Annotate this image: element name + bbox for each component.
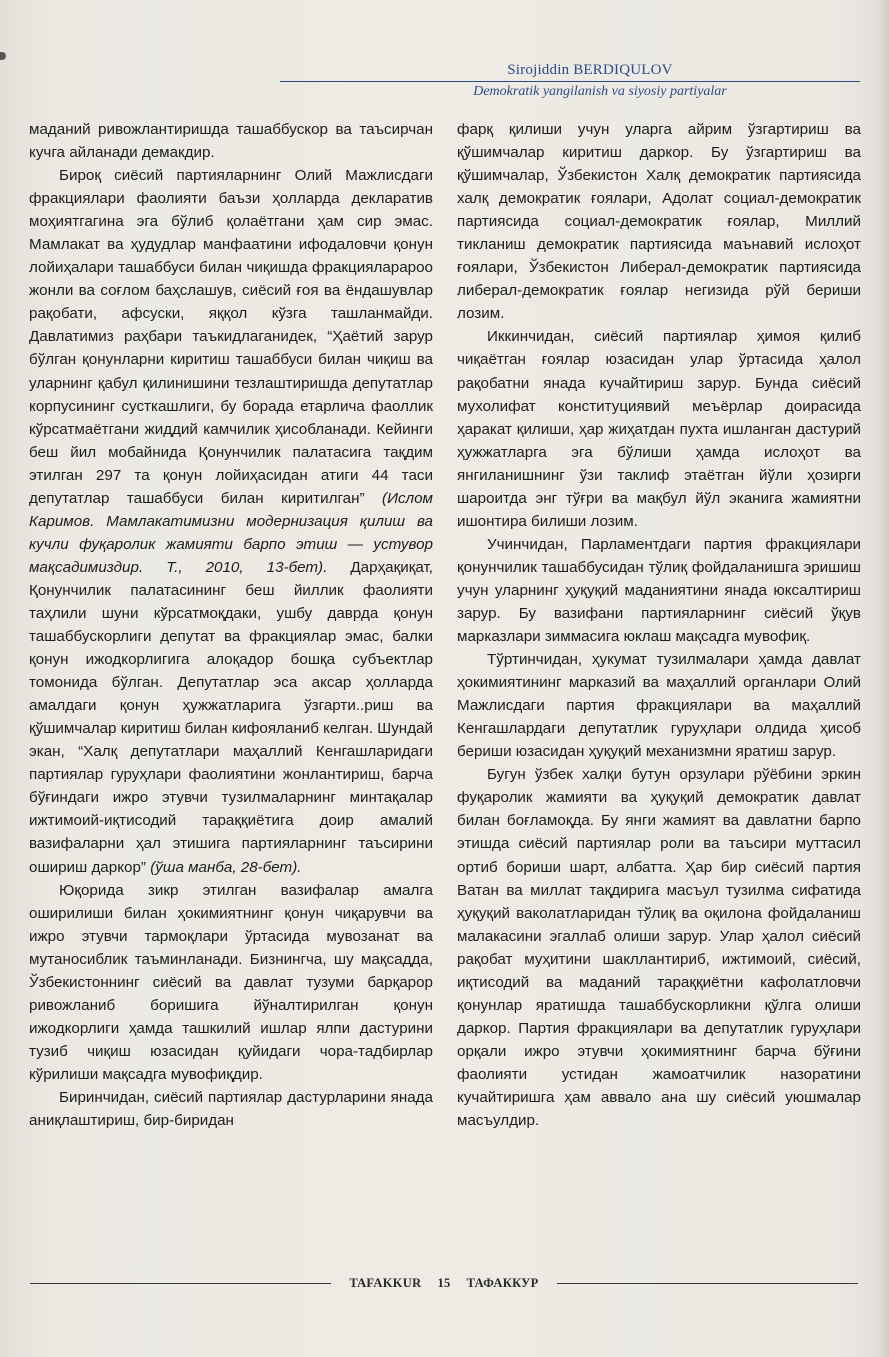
article-subtitle: Demokratik yangilanish va siyosiy partiyalar [473,84,727,99]
page-edge-shadow [875,0,889,1357]
binding-mark [0,52,6,60]
left-column [29,118,433,1132]
citation: (Ислом Каримов. Мамлакатимизни модернизация қилиш ва кучли фуқаролик жамияти барпо этиш — устувор мақсадимиздир. Т., 2010, 13-бет). [29,489,433,576]
paragraph: маданий ривожлантиришда ташаббускор ва таъсирчан кучга айланади демакдир. [29,121,433,162]
page-footer [30,1273,858,1293]
journal-name-latin: TAFAKKUR [349,1275,422,1290]
paragraph: Иккинчидан, сиёсий партиялар ҳимоя қилиб чиқаётган ғоялар юзасидан улар ўртасида ҳалол рақобатни янада кучайтириш зарур. Бунда сиёсий мухолифат конституциявий меъёрлар доирасида ҳаракат қилиши, ҳар жиҳатдан пухта ишланган дастурий ҳужжатларга эга бўлиши ҳамда ислоҳот ва янгиланишнинг ўзи таклиф этаётган йўли ҳозирги шароитда энг тўғри ва мақбул йўл эканига жамиятни ишонтира билиши лозим. [457,328,861,530]
author-name: Sirojiddin BERDIQULOV [507,62,673,78]
journal-name-cyrillic: ТАФАККУР [466,1275,539,1290]
paragraph: Юқорида зикр этилган вазифалар амалга оширилиши билан ҳокимиятнинг қонун чиқарувчи ва ижро этувчи тармоқлари ўртасида мувозанат ва мутаносиблик таъминланади. Бизнингча, шу мақсадда, Ўзбекистоннинг сиёсий ва давлат тузуми барқарор ривожланиб боришига йўналтирилган қонун ижодкорлиги ҳамда ташкилий ишлар ялпи дастурини тузиб чиқиш юзасидан қуйидаги чора-тадбирлар кўрилиши мақсадга мувофиқдир. [29,881,433,1083]
running-header [280,60,860,101]
paragraph-text: Бироқ сиёсий партияларнинг Олий Мажлисдаги фракциялари фаолияти баъзи ҳолларда декларатив моҳиятгагина эга бўлиб қолаётгани ҳам сир эмас. Мамлакат ва ҳудудлар манфаатини ифодаловчи қонун лойиҳалари ташаббуси билан чиқишда фракцияларароо жонли ва соғлом баҳслашув, сиёсий ғоя ва ёндашувлар рақобати, афсуски, яққол кўзга ташланмайди. Давлатимиз раҳбари таъкидлаганидек, “Ҳаётий зарур бўлган қонунларни киритиш ташаббуси билан чиқиш ва уларнинг қабул қилинишини тезлаштиришда депутатлар корпусининг сусткашлиги, бу борада етарлича фаоллик кўрсатмаётгани жиддий камчилик ҳисобланади. Кейинги беш йил мобайнида Қонунчилик палатасига тақдим этилган 297 та қонун лойиҳасидан атиги 44 таси депутатлар ташаббуси билан киритилган” [29,167,433,507]
paragraph [29,164,433,878]
paragraph: Биринчидан, сиёсий партиялар дастурларини янада аниқлаштириш, бир-биридан [29,1088,433,1130]
paragraph: Учинчидан, Парламентдаги партия фракциялари қонунчилик ташаббусидан тўлиқ фойдаланишга эришиш учун уларнинг ҳуқуқий маданиятини янада юксалтириш зарур. Бу вазифани партияларнинг сиёсий ўқув марказлари зиммасига юклаш мақсадга мувофиқ. [457,535,861,646]
footer-text [331,1276,556,1291]
page-number: 15 [437,1275,451,1290]
right-column [457,118,861,1132]
citation: (ўша манба, 28-бет). [150,858,302,876]
paragraph: фарқ қилиши учун уларга айрим ўзгартириш ва қўшимчалар киритиш даркор. Бу ўзгартириш ва қўшимчалар, Ўзбекистон Халқ демократик партиясида халқ демократик ғоялари, Адолат социал-демократик партиясида социал-демократик ғоялар, Миллий тикланиш демократик партиясида маънавий ислоҳот ғоялари, Ўзбекистон Либерал-демократик партиясида либерал-демократик ғоялар негизида рўй бериши лозим. [457,121,861,323]
footer-rule-left [30,1283,331,1284]
paragraph-text: Дарҳақиқат, Қонунчилик палатасининг беш йиллик фаолияти таҳлили шуни кўрсатмоқдаки, ушбу даврда қонун ташаббускорлиги депутат ва фракциялар эмас, балки қонун ижодкорлигига алоқадор бошқа субъектлар томонида бўлган. Депутатлар эса аксар ҳолларда амалдаги қонун ҳужжатларига ўзгарти..риш ва қўшимчалар киритиш билан кифояланиб келган. Шундай экан, “Халқ депутатлари маҳаллий Кенгашларидаги партиялар гуруҳлари фаолиятини жонлантириш, барча бўғиндаги ижро этувчи тузилмаларнинг минтақалар ижтимоий-иқтисодий тараққиётига доир амалий вазифаларни ҳал этишига партияларнинг таъсирини ошириш даркор” [29,558,433,876]
paragraph: Тўртинчидан, ҳукумат тузилмалари ҳамда давлат ҳокимиятининг марказий ва маҳаллий органлари Олий Мажлисдаги партия фракциялари ва маҳаллий Кенгашлардаги депутатлик гуруҳлари олдида ҳисоб бериши юзасидан ҳуқуқий механизмни яратиш зарур. [457,651,861,761]
footer-rule-right [557,1283,858,1284]
header-rule [280,81,860,82]
paragraph: Бугун ўзбек халқи бутун орзулари рўёбини эркин фуқаролик жамияти ва ҳуқуқий демократик давлат билан боғламоқда. Бу янги жамият ва давлатни барпо этишда сиёсий партиялар роли ва таъсири муттасил ортиб бориши шарт, албатта. Ҳар бир сиёсий партия Ватан ва миллат тақдирига масъул тузилма сифатида ҳуқуқий ваколатларидан тўлиқ ва оқилона фойдаланиш малакасини эгаллаб олиши зарур. Улар ҳалол сиёсий рақобат муҳитини шакллантириб, ижтимоий, сиёсий, иқтисодий ва маданий тараққиётни кафолатловчи қонунлар яратишда ташаббускорликни қўлга олиши даркор. Партия фракциялари ва депутатлик гуруҳлари орқали ижро этувчи ҳокимиятнинг барча бўғини фаолияти устидан жамоатчилик назоратини кучайтиришга ҳам аввало ана шу сиёсий уюшмалар масъулдир. [457,766,861,1130]
